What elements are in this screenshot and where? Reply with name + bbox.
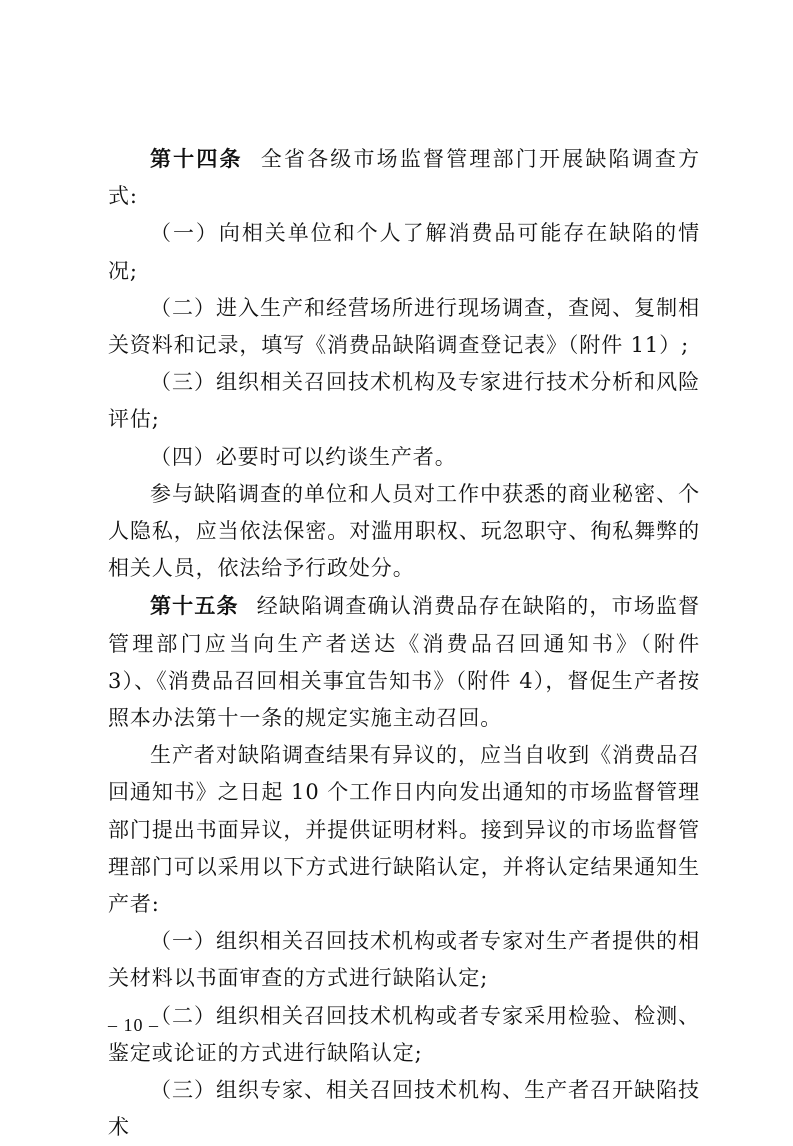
paragraph-method-1 <box>108 923 700 997</box>
paragraph-text: （一）组织相关召回技术机构或者专家对生产者提供的相关材料以书面审查的方式进行缺陷认定; <box>108 929 700 991</box>
paragraph-method-2 <box>108 998 700 1072</box>
paragraph-item-2 <box>108 290 700 364</box>
article-heading: 第十四条 <box>150 146 243 171</box>
paragraph-text: （四）必要时可以约谈生产者。 <box>150 444 457 469</box>
paragraph-confidentiality <box>108 476 700 588</box>
paragraph-text: 全省各级市场监督管理部门开展缺陷调查方式: <box>108 147 700 209</box>
paragraph-item-4 <box>108 439 700 476</box>
paragraph-article-14 <box>108 140 700 215</box>
document-body <box>108 140 700 1146</box>
paragraph-text: （三）组织相关召回技术机构及专家进行技术分析和风险评估; <box>108 370 700 432</box>
paragraph-objection <box>108 737 700 923</box>
paragraph-text: 生产者对缺陷调查结果有异议的，应当自收到《消费品召回通知书》之日起 10 个工作日内向发出通知的市场监督管理部门提出书面异议，并提供证明材料。接到异议的市场监督管理部门可以采用以下方式进行缺陷认定，并将认定结果通知生产者: <box>108 743 700 917</box>
paragraph-text: （二）组织相关召回技术机构或者专家采用检验、检测、鉴定或论证的方式进行缺陷认定; <box>108 1003 700 1065</box>
paragraph-text: （一）向相关单位和个人了解消费品可能存在缺陷的情况; <box>108 221 700 283</box>
paragraph-item-3 <box>108 364 700 438</box>
paragraph-item-1 <box>108 215 700 289</box>
paragraph-text: （二）进入生产和经营场所进行现场调查，查阅、复制相关资料和记录，填写《消费品缺陷调查登记表》（附件 11）; <box>108 295 700 358</box>
paragraph-text: 参与缺陷调查的单位和人员对工作中获悉的商业秘密、个人隐私，应当依法保密。对滥用职权、玩忽职守、徇私舞弊的相关人员，依法给予行政处分。 <box>108 481 700 581</box>
paragraph-article-15 <box>108 587 700 737</box>
page-number: – 10 – <box>108 1015 159 1035</box>
article-heading: 第十五条 <box>150 593 239 619</box>
paragraph-method-3 <box>108 1072 700 1146</box>
paragraph-text: 经缺陷调查确认消费品存在缺陷的，市场监督管理部门应当向生产者送达《消费品召回通知书》（附件 3）、《消费品召回相关事宜告知书》（附件 4），督促生产者按照本办法第十一条的规定实施主动召回。 <box>108 594 700 731</box>
paragraph-text: （三）组织专家、相关召回技术机构、生产者召开缺陷技术 <box>108 1078 700 1140</box>
